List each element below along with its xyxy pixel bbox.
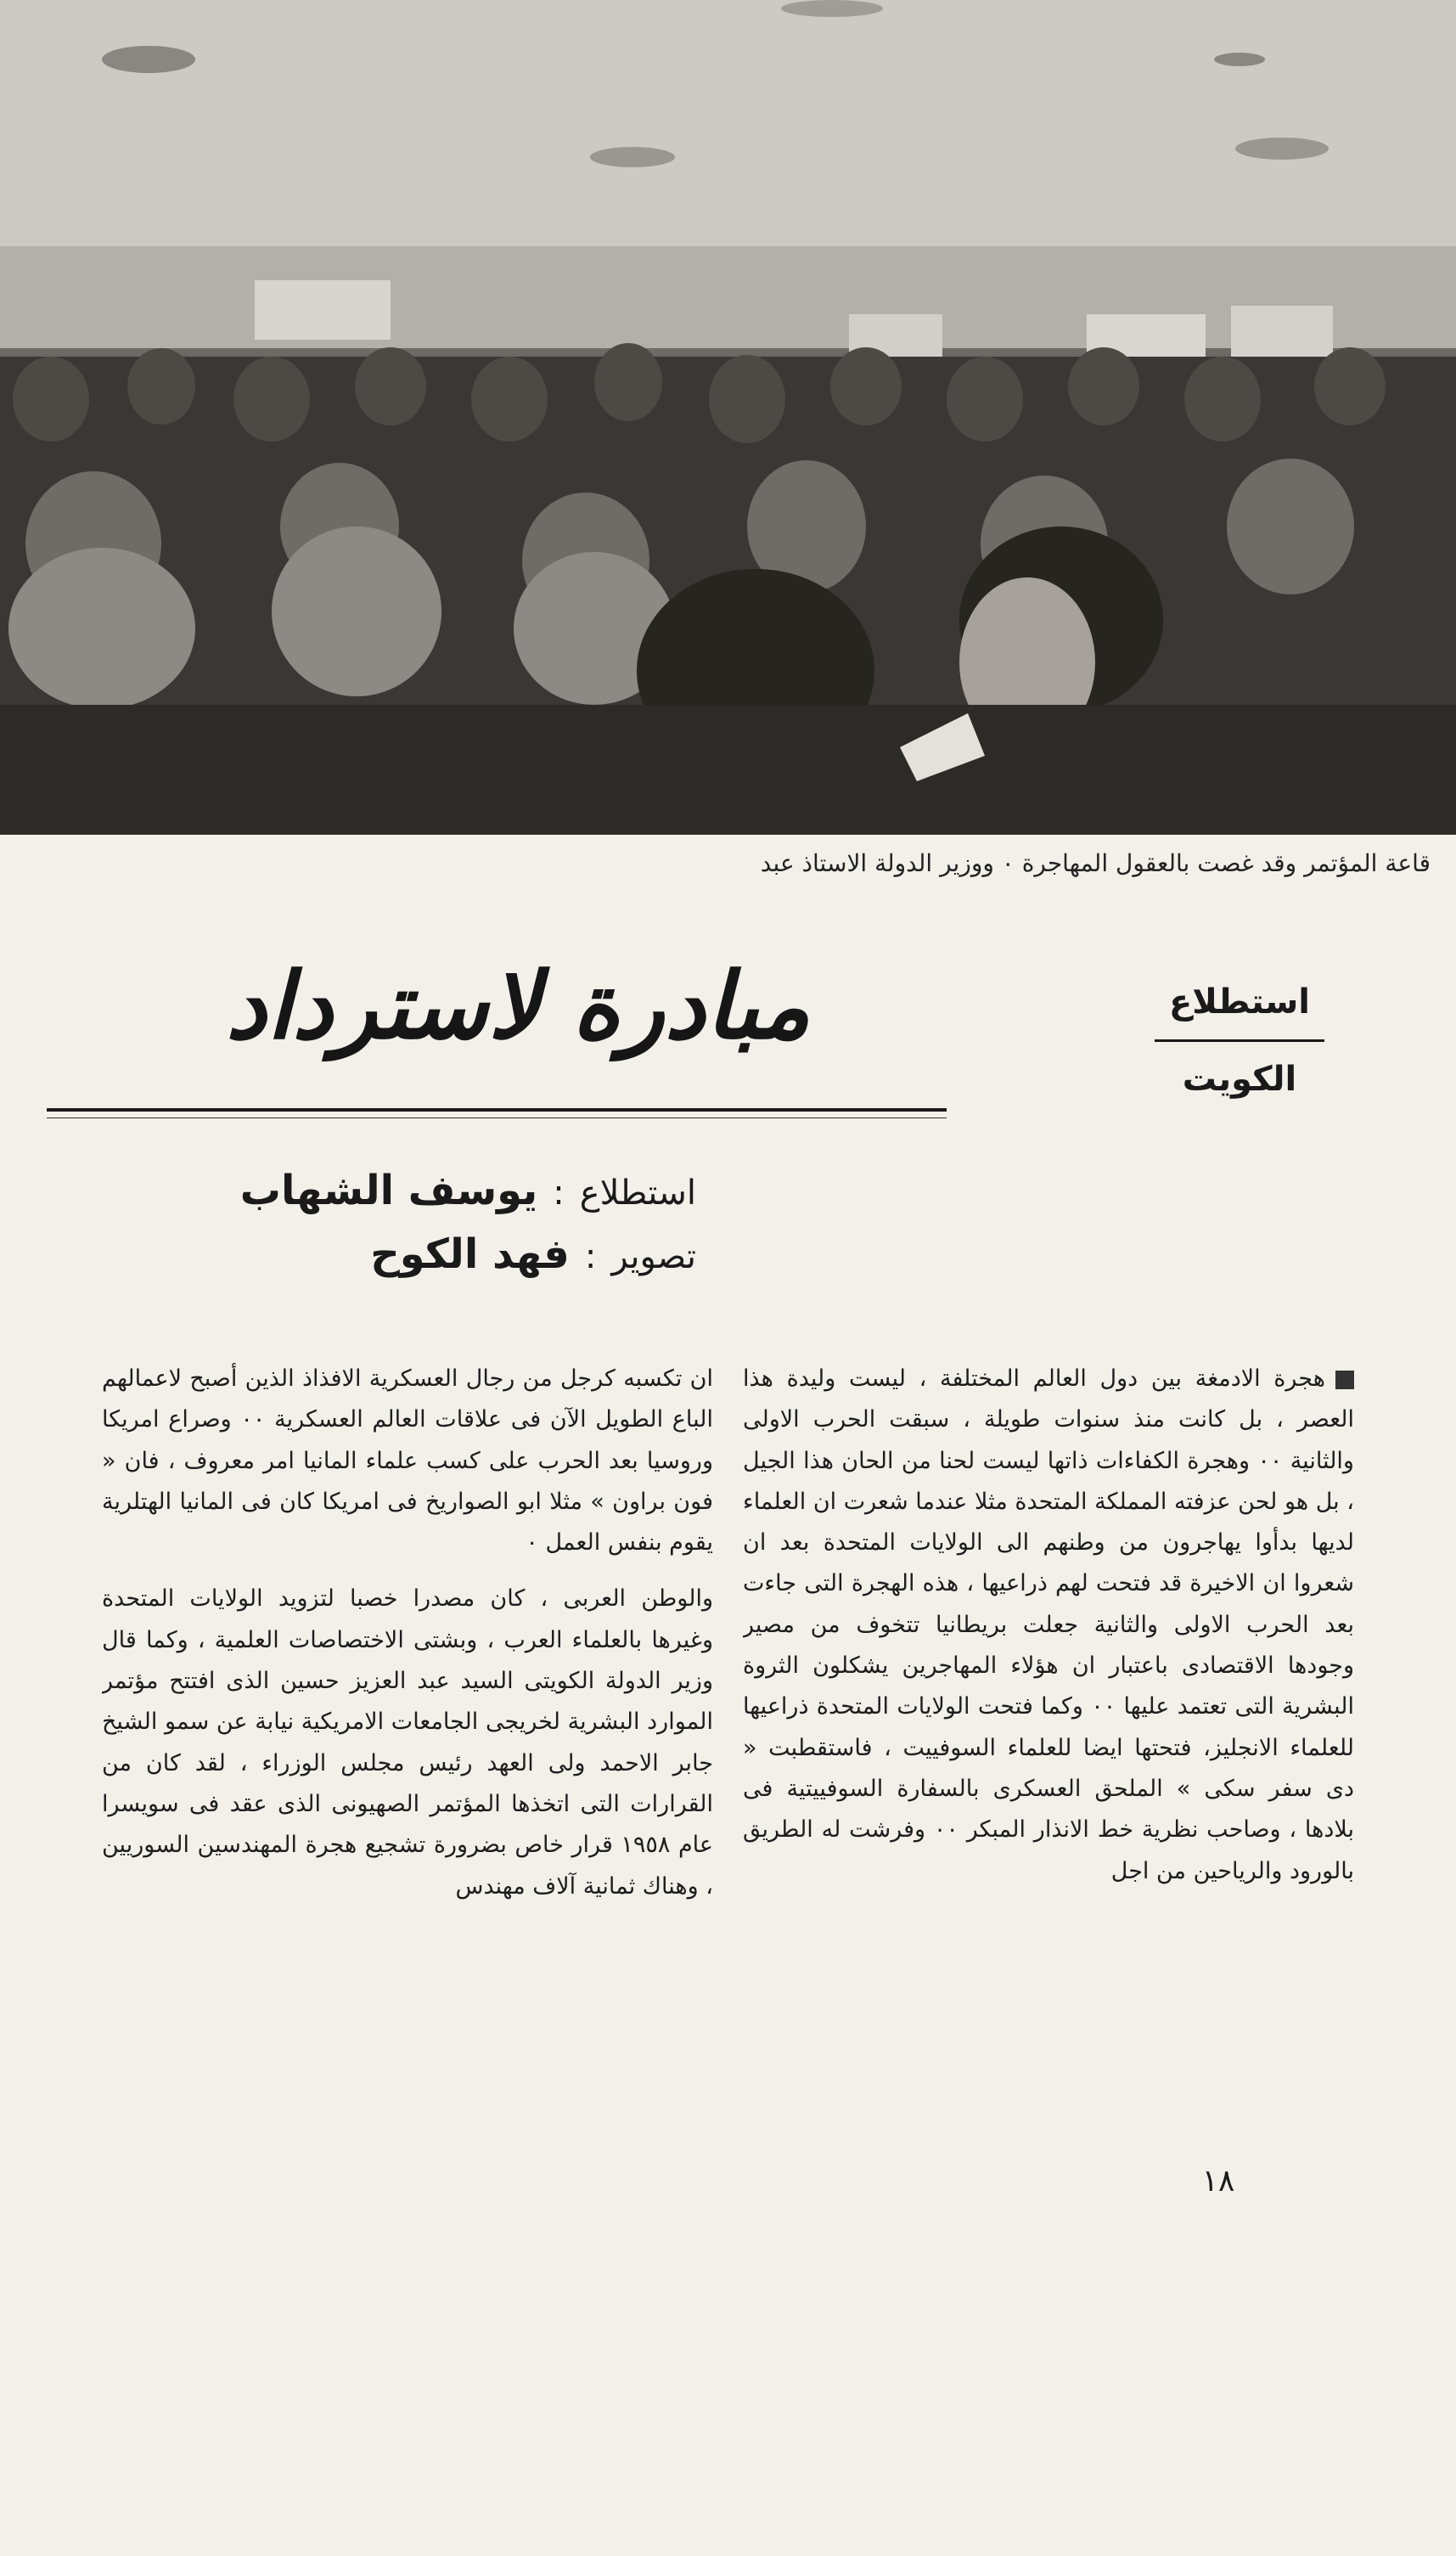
credit-separator: :	[553, 1174, 565, 1213]
article-paragraph: ان تكسبه كرجل من رجال العسكرية الافذاذ الذين أصبح لاعمالهم الباع الطويل الآن فى علاقات العالم العسكرية ٠٠ وصراع امريكا وروسيا بعد الحرب على كسب علماء المانيا امر معروف ، فان « فون براون » مثلا ابو الصواريخ فى امريكا كان فى المانيا الهتلرية يقوم بنفس العمل ٠	[102, 1365, 713, 1557]
article-paragraph	[743, 1359, 1354, 1892]
audience-photo-illustration	[0, 0, 1456, 835]
credit-label: تصوير	[611, 1237, 696, 1276]
credits	[239, 1159, 696, 1286]
credit-reporter	[239, 1159, 696, 1223]
credit-label: استطلاع	[579, 1174, 696, 1213]
conference-hall-photo	[0, 0, 1456, 835]
article-column-right	[743, 1359, 1354, 2539]
article-column-left	[102, 1359, 713, 2556]
page-number: ١٨	[1201, 2164, 1235, 2198]
paragraph-marker	[1335, 1371, 1354, 1389]
headline-rule	[47, 1108, 947, 1112]
kicker-divider	[1155, 1039, 1324, 1042]
section-kicker	[1138, 977, 1341, 1129]
kicker-top: استطلاع	[1168, 982, 1311, 1022]
headline: مبادرة لاسترداد	[225, 953, 811, 1060]
photo-caption: قاعة المؤتمر وقد غصت بالعقول المهاجرة ٠ ووزير الدولة الاستاذ عبد	[760, 849, 1431, 877]
article-paragraph: والوطن العربى ، كان مصدرا خصبا لتزويد الولايات المتحدة وغيرها بالعلماء العرب ، وبشتى الاختصاصات العلمية ، وكما قال وزير الدولة الكويتى السيد عبد العزيز حسين الذى افتتح مؤتمر الموارد البشرية لخريجى الجامعات الامريكية نيابة عن سمو الشيخ جابر الاحمد ولى العهد رئيس مجلس الوزراء ، لقد كان من القرارات التى اتخذها المؤتمر الصهيونى الذى عقد فى سويسرا عام ١٩٥٨ قرار خاص بضرورة تشجيع هجرة المهندسين السوريين ، وهناك ثمانية آلاف مهندس	[102, 1585, 713, 1900]
credit-name: يوسف الشهاب	[239, 1167, 538, 1214]
paragraph-text: هجرة الادمغة بين دول العالم المختلفة ، ليست وليدة هذا العصر ، بل كانت منذ سنوات طويلة ، سبقت الحرب الاولى والثانية ٠٠ وهجرة الكفاءات ذاتها ليست لحنا من الحان هذا الجيل ، بل هو لحن عزفته المملكة المتحدة مثلا عندما شعرت ان العلماء لديها بدأوا يهاجرون من وطنهم الى الولايات المتحدة بعد ان شعروا ان الاخيرة قد فتحت لهم ذراعيها ، هذه الهجرة التى جاءت بعد الحرب الاولى والثانية جعلت بريطانيا تتخوف من مصير وجودها الاقتصادى باعتبار ان هؤلاء المهاجرين يشكلون الثروة البشرية التى تعتمد عليها ٠٠ وكما فتحت الولايات المتحدة ذراعيها للعلماء الانجليز، فتحتها ايضا للعلماء السوفييت ، فاستقطبت « دى سفر سكى » الملحق العسكرى بالسفارة السوفييتية فى بلادها ، وصاحب نظرية خط الانذار المبكر ٠٠ وفرشت له الطريق بالورود والرياحين من اجل	[743, 1365, 1354, 1884]
kicker-bottom: الكويت	[1182, 1060, 1297, 1099]
credit-separator: :	[584, 1237, 597, 1276]
credit-name: فهد الكوح	[370, 1230, 570, 1278]
credit-photographer	[255, 1223, 696, 1286]
